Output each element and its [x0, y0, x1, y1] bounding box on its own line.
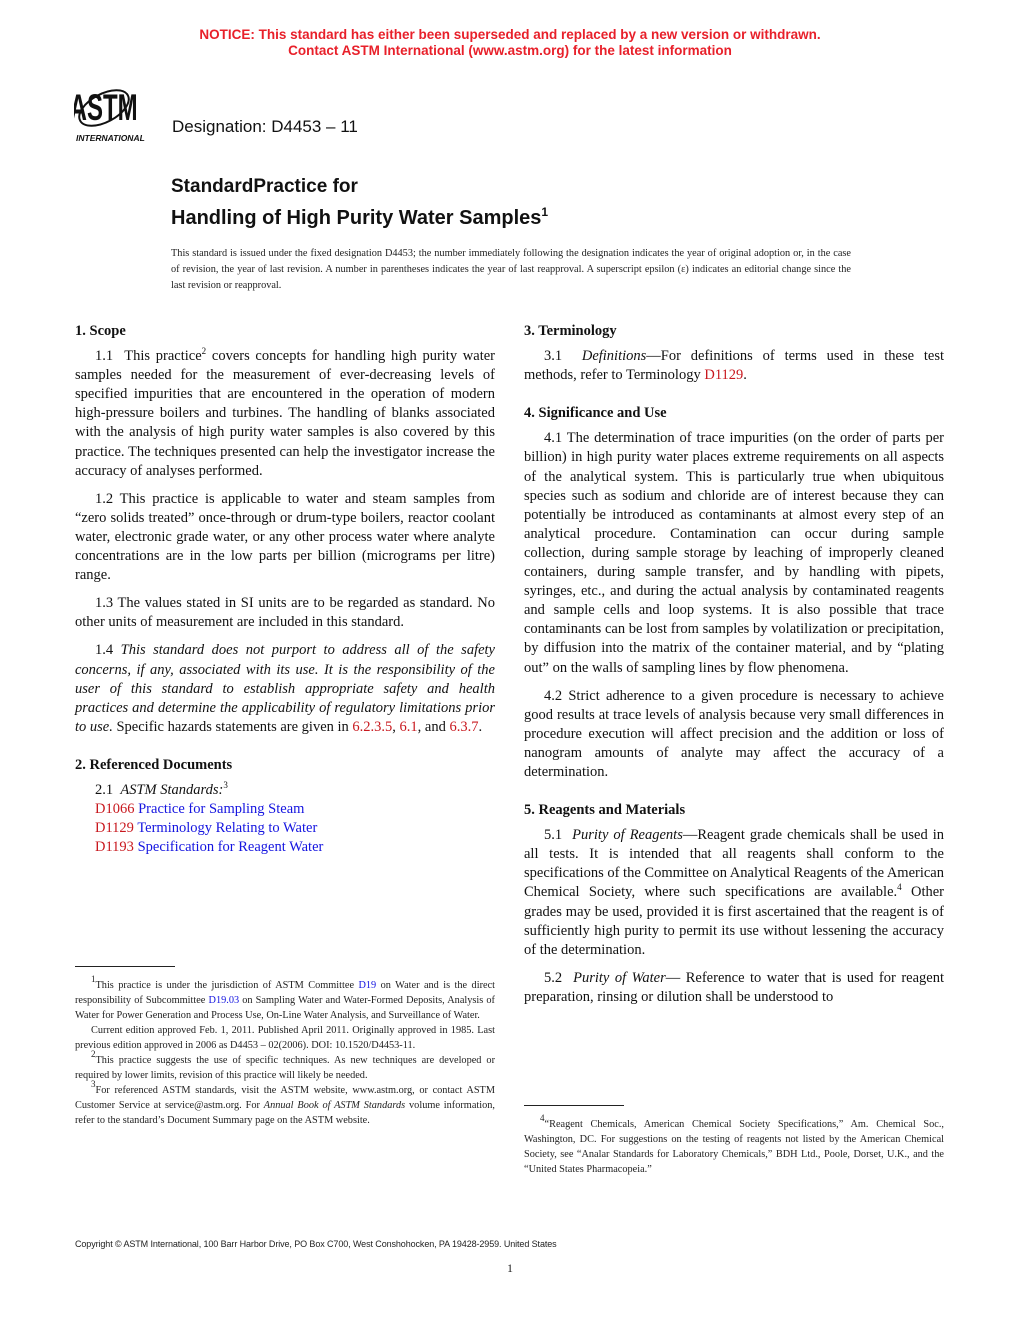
paragraph-5-2: 5.2 Purity of Water— Reference to water that is used for reagent preparation, rinsing or dilution shall be understood to: [524, 969, 944, 1005]
title-footnote-ref[interactable]: 1: [541, 205, 549, 219]
footnote-ref-4[interactable]: 4: [897, 882, 902, 893]
footnote-1: $^1$This practice is under the jurisdiction of ASTM Committee D19 on Water and is the direct responsibility of Subcommittee D19.03 on Sampling Water and Water-Formed Deposits, Analysis of Water for Power Generation and Process Use, On-Line Water Analysis, and Surveillance of Water.: [75, 974, 495, 1021]
footnote-2: $^2$This practice suggests the use of specific techniques. As new techniques are developed or required by lower limits, revision of this practice will likely be needed.: [75, 1049, 495, 1081]
footnote-3: $^3$For referenced ASTM standards, visit the ASTM website, www.astm.org, or contact ASTM Customer Service at service@astm.org. For Annual Book of ASTM Standards volume information, refer to the standard’s Document Summary page on the ASTM website.: [75, 1079, 495, 1126]
page-number: 1: [507, 1261, 513, 1275]
astm-logo-icon: [74, 80, 160, 144]
footnotes-right: [524, 1105, 944, 1177]
paragraph-1-2: 1.2 This practice is applicable to water and steam samples from “zero solids treated” once-through or drum-type boilers, reactor coolant water, electronic grade water, or any other process water where analyte concentrations are in the low parts per billion (micrograms per litre) range.: [75, 490, 495, 584]
footnote-ref-2[interactable]: 2: [201, 346, 207, 357]
reference-code: D1193: [95, 839, 134, 856]
reference-code: D1129: [95, 820, 134, 837]
paragraph-4-1: 4.1 The determination of trace impurities (on the order of parts per billion) in high purity water places extreme requirements on all aspects of the analytical system. This is particularly true when ubiquitous species such as sodium and chloride are of interest because they can potentially be introduced as contaminants at almost every step of an analytical procedure. Contamination can occur during sample collection, during sample storage by leaching of improperly cleaned containers, during sample transfer, and by handling with pipets, syringes, etc., and during the actual analysis by contaminated reagents and sample cells and loop systems. It is also possible that trace contaminants can be lost from samples by volatilization or precipitation, by diffusion into the matrix of the container material, and by “plating out” on the walls of sampling lines by flow phenomena.: [524, 430, 944, 676]
left-column: [75, 322, 495, 857]
paragraph-1-3: 1.3 The values stated in SI units are to be regarded as standard. No other units of measurement are included in this standard.: [75, 595, 495, 631]
footnote-1-edition: Current edition approved Feb. 1, 2011. Published April 2011. Originally approved in 1985. Last previous edition approved in 2006 as D4453 – 02(2006). DOI: 10.1520/D4453-11.: [75, 1025, 495, 1051]
footnote-ref-3[interactable]: 3: [223, 779, 228, 790]
reference-title: Practice for Sampling Steam: [138, 801, 305, 818]
reference-title: Terminology Relating to Water: [137, 820, 318, 837]
issue-note: This standard is issued under the fixed designation D4453; the number immediately following the designation indicates the year of original adoption or, in the case of revision, the year of last revision. A number in parentheses indicates the year of last reapproval. A superscript epsilon (ε) indicates an editorial change since the last revision or reapproval.: [171, 248, 851, 291]
reference-item[interactable]: [95, 819, 495, 838]
astm-logo: [74, 80, 160, 144]
title-text: Handling of High Purity Water Samples: [171, 207, 542, 229]
footnote-divider: [75, 966, 175, 967]
link-6-2-3-5[interactable]: 6.2.3.5: [352, 718, 393, 735]
notice-line-2: Contact ASTM International (www.astm.org) for the latest information: [288, 43, 732, 58]
reference-title: Specification for Reagent Water: [137, 839, 324, 856]
link-d19-03[interactable]: D19.03: [208, 995, 240, 1006]
section-heading-referenced-documents: 2. Referenced Documents: [75, 756, 233, 773]
paragraph-1-1: 1.1 This practice$^2$ covers concepts for handling high purity water samples needed for the measurement of ever-decreasing levels of specified impurities that are encountered in the operation of modern high-pressure boilers and turbines. The handling of blanks associated with the analysis of high purity water samples is also covered by this practice. The techniques presented can help the investigator increase the accuracy of analyses performed.: [75, 346, 495, 479]
copyright-line: Copyright © ASTM International, 100 Barr Harbor Drive, PO Box C700, West Conshohocken, PA 19428-2959. United States: [75, 1239, 557, 1249]
link-d19[interactable]: D19: [358, 980, 377, 991]
referenced-standards-list: [75, 781, 495, 857]
logo-letters: ASTM: [74, 86, 138, 129]
link-6-1[interactable]: 6.1: [399, 718, 418, 735]
link-d1129[interactable]: D1129: [704, 367, 744, 384]
logo-international: INTERNATIONAL: [76, 133, 145, 143]
right-column: [524, 322, 944, 1016]
paragraph-5-1: 5.1 Purity of Reagents—Reagent grade chemicals shall be used in all tests. It is intended that all reagents shall conform to the specifications of the Committee on Analytical Reagents of the American Chemical Society, where such specifications are available.$^4$ Other grades may be used, provided it is first ascertained that the reagent is of sufficiently high purity to permit its use without lessening the accuracy of the determination.: [524, 827, 945, 958]
section-heading-terminology: 3. Terminology: [524, 323, 617, 339]
title-line-2: [171, 199, 548, 231]
paragraph-2-1: 2.1 ASTM Standards:$^3$: [95, 779, 228, 798]
footnote-divider: [524, 1105, 624, 1106]
paragraph-1-4: 1.4 This standard does not purport to address all of the safety concerns, if any, associated with its use. It is the responsibility of the user of this standard to establish appropriate safety and health practices and determine the applicability of regulatory limitations prior to use. Specific hazards statements are given in 6.2.3.5, 6.1, and 6.3.7.: [75, 642, 495, 735]
link-6-3-7[interactable]: 6.3.7: [449, 718, 479, 735]
title-line-1: StandardPractice for: [171, 176, 358, 197]
footnote-4: $^4$“Reagent Chemicals, American Chemical Society Specifications,” Am. Chemical Soc., Washington, DC. For suggestions on the testing of reagents not listed by the American Chemical Society, see “Analar Standards for Laboratory Chemicals,” BDH Ltd., Poole, Dorset, U.K., and the “United States Pharmacopeia.”: [524, 1113, 944, 1175]
designation: Designation: D4453 – 11: [172, 117, 358, 136]
reference-item[interactable]: [95, 838, 495, 857]
reference-code: D1066: [95, 801, 135, 818]
section-heading-significance: 4. Significance and Use: [524, 405, 667, 422]
paragraph-3-1: 3.1 Definitions—For definitions of terms used in these test methods, refer to Terminology D1129.: [524, 348, 945, 384]
paragraph-4-2: 4.2 Strict adherence to a given procedure is necessary to achieve good results at trace levels of analysis because very small differences in procedure execution will affect precision and the addition or loss of nanogram amounts of analyte may affect the accuracy of a determination.: [524, 687, 944, 780]
document-title: [171, 175, 548, 231]
section-heading-reagents: 5. Reagents and Materials: [524, 802, 686, 819]
supersession-notice: [0, 27, 1020, 59]
reference-item[interactable]: [95, 800, 495, 819]
notice-line-1: NOTICE: This standard has either been superseded and replaced by a new version or withdrawn.: [199, 27, 821, 42]
section-heading-scope: 1. Scope: [75, 323, 126, 339]
footnotes-left: [75, 966, 495, 1128]
